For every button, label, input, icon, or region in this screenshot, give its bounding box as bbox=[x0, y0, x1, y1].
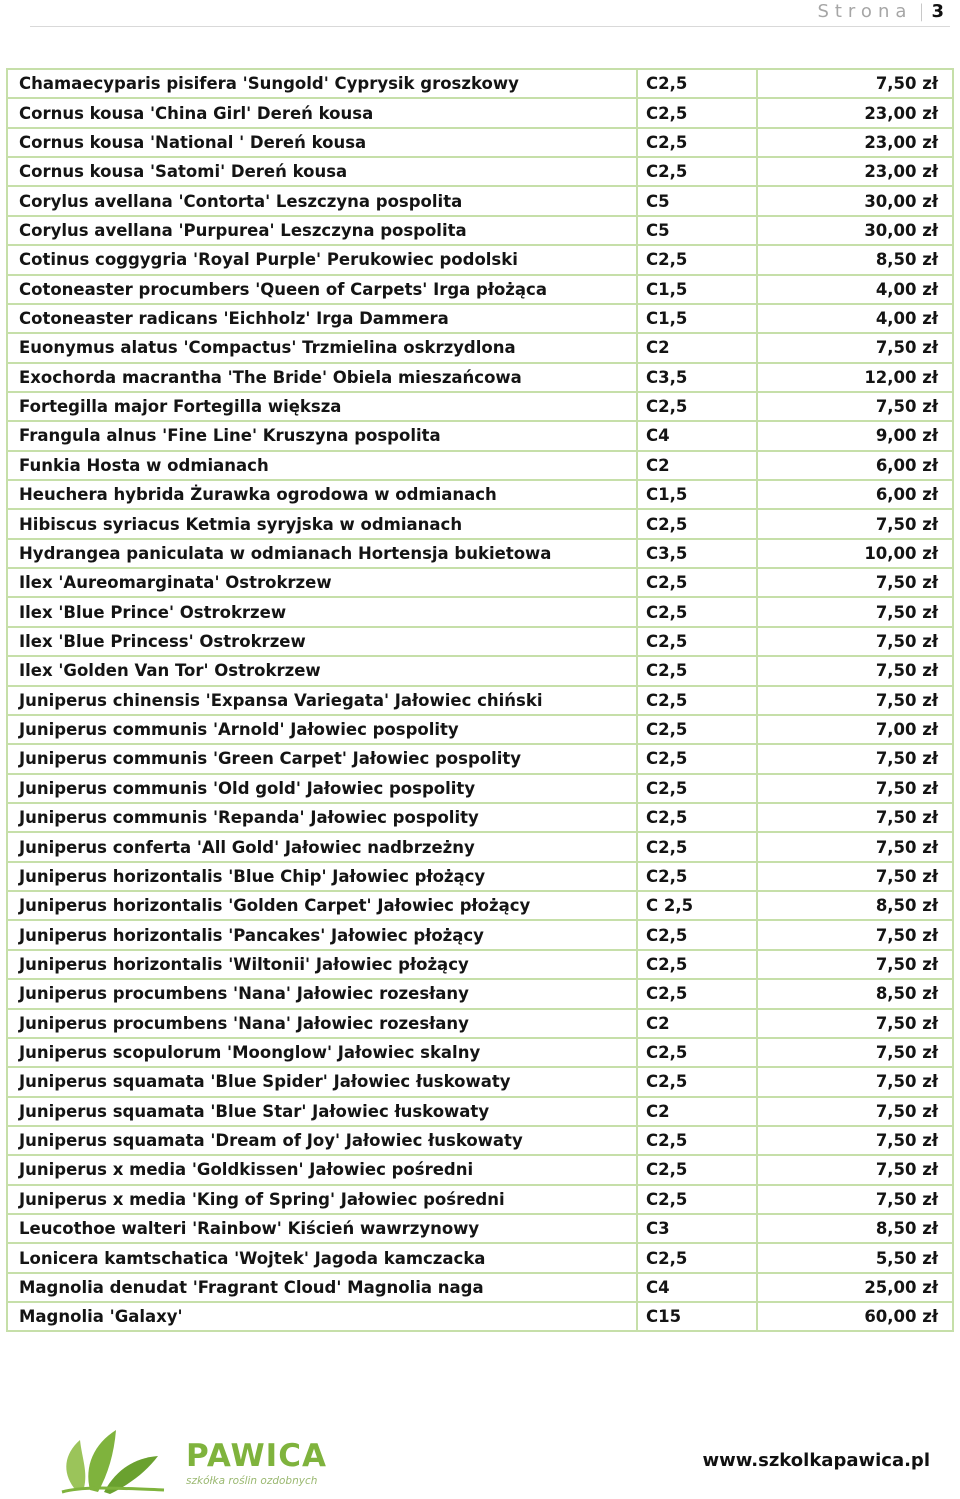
plant-name: Cotinus coggygria 'Royal Purple' Perukowiec podolski bbox=[7, 245, 637, 274]
plant-name: Cotoneaster procumbers 'Queen of Carpets' Irga płożąca bbox=[7, 275, 637, 304]
price: 23,00 zł bbox=[757, 98, 953, 127]
plant-name: Juniperus squamata 'Blue Spider' Jałowiec łuskowaty bbox=[7, 1067, 637, 1096]
price-row bbox=[7, 509, 953, 538]
price-row bbox=[7, 1273, 953, 1302]
plant-name: Euonymus alatus 'Compactus' Trzmielina oskrzydlona bbox=[7, 333, 637, 362]
price-row bbox=[7, 539, 953, 568]
plant-name: Juniperus procumbens 'Nana' Jałowiec rozesłany bbox=[7, 1009, 637, 1038]
price: 7,50 zł bbox=[757, 1097, 953, 1126]
pot-size: C4 bbox=[637, 421, 757, 450]
price: 7,50 zł bbox=[757, 509, 953, 538]
price-list-table bbox=[6, 68, 954, 1332]
plant-name: Hydrangea paniculata w odmianach Hortensja bukietowa bbox=[7, 539, 637, 568]
page-footer bbox=[0, 1418, 960, 1499]
price: 60,00 zł bbox=[757, 1302, 953, 1331]
plant-name: Juniperus communis 'Old gold' Jałowiec pospolity bbox=[7, 774, 637, 803]
price-row bbox=[7, 69, 953, 98]
price-row bbox=[7, 803, 953, 832]
price-row bbox=[7, 363, 953, 392]
plant-name: Juniperus horizontalis 'Pancakes' Jałowiec płożący bbox=[7, 920, 637, 949]
price-row bbox=[7, 128, 953, 157]
plant-name: Ilex 'Blue Prince' Ostrokrzew bbox=[7, 597, 637, 626]
pot-size: C5 bbox=[637, 186, 757, 215]
pot-size: C3,5 bbox=[637, 363, 757, 392]
price-row bbox=[7, 920, 953, 949]
price-row bbox=[7, 245, 953, 274]
price: 7,50 zł bbox=[757, 627, 953, 656]
plant-name: Juniperus horizontalis 'Wiltonii' Jałowiec płożący bbox=[7, 950, 637, 979]
pot-size: C3,5 bbox=[637, 539, 757, 568]
price: 7,50 zł bbox=[757, 1009, 953, 1038]
plant-name: Magnolia denudat 'Fragrant Cloud' Magnolia naga bbox=[7, 1273, 637, 1302]
price-row bbox=[7, 686, 953, 715]
price: 12,00 zł bbox=[757, 363, 953, 392]
price: 8,50 zł bbox=[757, 245, 953, 274]
price: 6,00 zł bbox=[757, 451, 953, 480]
pot-size: C2,5 bbox=[637, 98, 757, 127]
page-separator: | bbox=[918, 1, 925, 22]
plant-name: Juniperus squamata 'Blue Star' Jałowiec łuskowaty bbox=[7, 1097, 637, 1126]
price-row bbox=[7, 979, 953, 1008]
price-row bbox=[7, 627, 953, 656]
plant-name: Juniperus horizontalis 'Golden Carpet' Jałowiec płożący bbox=[7, 891, 637, 920]
pot-size: C3 bbox=[637, 1214, 757, 1243]
price-row bbox=[7, 216, 953, 245]
plant-name: Juniperus communis 'Arnold' Jałowiec pospolity bbox=[7, 715, 637, 744]
pot-size: C2,5 bbox=[637, 245, 757, 274]
price-row bbox=[7, 1214, 953, 1243]
plant-name: Leucothoe walteri 'Rainbow' Kiścień wawrzynowy bbox=[7, 1214, 637, 1243]
price-row bbox=[7, 1097, 953, 1126]
price: 25,00 zł bbox=[757, 1273, 953, 1302]
price: 7,50 zł bbox=[757, 862, 953, 891]
plant-name: Cotoneaster radicans 'Eichholz' Irga Dammera bbox=[7, 304, 637, 333]
plant-name: Ilex 'Golden Van Tor' Ostrokrzew bbox=[7, 656, 637, 685]
price: 8,50 zł bbox=[757, 1214, 953, 1243]
plant-name: Juniperus procumbens 'Nana' Jałowiec rozesłany bbox=[7, 979, 637, 1008]
pot-size: C2,5 bbox=[637, 1126, 757, 1155]
pot-size: C2 bbox=[637, 333, 757, 362]
price-row bbox=[7, 98, 953, 127]
pot-size: C2,5 bbox=[637, 920, 757, 949]
plant-name: Juniperus conferta 'All Gold' Jałowiec nadbrzeżny bbox=[7, 832, 637, 861]
price: 7,50 zł bbox=[757, 803, 953, 832]
price-row bbox=[7, 832, 953, 861]
price-row bbox=[7, 568, 953, 597]
pot-size: C2,5 bbox=[637, 128, 757, 157]
brand-tagline: szkółka roślin ozdobnych bbox=[186, 1475, 318, 1487]
plant-name: Corylus avellana 'Purpurea' Leszczyna pospolita bbox=[7, 216, 637, 245]
pot-size: C2,5 bbox=[637, 568, 757, 597]
plant-name: Exochorda macrantha 'The Bride' Obiela mieszańcowa bbox=[7, 363, 637, 392]
header-divider bbox=[30, 26, 950, 27]
brand-name: PAWICA bbox=[186, 1438, 327, 1474]
pot-size: C2,5 bbox=[637, 597, 757, 626]
plant-name: Juniperus communis 'Repanda' Jałowiec pospolity bbox=[7, 803, 637, 832]
price: 5,50 zł bbox=[757, 1243, 953, 1272]
price: 4,00 zł bbox=[757, 275, 953, 304]
pot-size: C2,5 bbox=[637, 862, 757, 891]
price: 23,00 zł bbox=[757, 128, 953, 157]
price-row bbox=[7, 186, 953, 215]
price: 23,00 zł bbox=[757, 157, 953, 186]
price-row bbox=[7, 774, 953, 803]
price-row bbox=[7, 392, 953, 421]
price: 7,50 zł bbox=[757, 1126, 953, 1155]
price-row bbox=[7, 1067, 953, 1096]
pot-size: C2,5 bbox=[637, 803, 757, 832]
plant-name: Cornus kousa 'China Girl' Dereń kousa bbox=[7, 98, 637, 127]
pot-size: C15 bbox=[637, 1302, 757, 1331]
price: 7,50 zł bbox=[757, 1155, 953, 1184]
price: 7,00 zł bbox=[757, 715, 953, 744]
price-row bbox=[7, 597, 953, 626]
price-row bbox=[7, 333, 953, 362]
price-list-body bbox=[7, 69, 953, 1331]
leaf-logo-icon bbox=[54, 1426, 174, 1496]
website-link[interactable]: www.szkolkapawica.pl bbox=[702, 1450, 930, 1471]
price-row bbox=[7, 451, 953, 480]
price: 7,50 zł bbox=[757, 333, 953, 362]
plant-name: Juniperus communis 'Green Carpet' Jałowiec pospolity bbox=[7, 744, 637, 773]
pot-size: C1,5 bbox=[637, 275, 757, 304]
price-row bbox=[7, 157, 953, 186]
price: 7,50 zł bbox=[757, 950, 953, 979]
pot-size: C 2,5 bbox=[637, 891, 757, 920]
plant-name: Juniperus x media 'Goldkissen' Jałowiec pośredni bbox=[7, 1155, 637, 1184]
pot-size: C2 bbox=[637, 451, 757, 480]
price-row bbox=[7, 480, 953, 509]
price: 7,50 zł bbox=[757, 1038, 953, 1067]
page-number: 3 bbox=[931, 1, 944, 22]
plant-name: Juniperus scopulorum 'Moonglow' Jałowiec skalny bbox=[7, 1038, 637, 1067]
price: 7,50 zł bbox=[757, 69, 953, 98]
pot-size: C2,5 bbox=[637, 744, 757, 773]
pot-size: C2,5 bbox=[637, 69, 757, 98]
pot-size: C2,5 bbox=[637, 979, 757, 1008]
price: 7,50 zł bbox=[757, 774, 953, 803]
pot-size: C2,5 bbox=[637, 157, 757, 186]
plant-name: Fortegilla major Fortegilla większa bbox=[7, 392, 637, 421]
pot-size: C2,5 bbox=[637, 950, 757, 979]
price: 30,00 zł bbox=[757, 216, 953, 245]
pot-size: C2,5 bbox=[637, 1243, 757, 1272]
pot-size: C1,5 bbox=[637, 480, 757, 509]
price-row bbox=[7, 1009, 953, 1038]
price: 10,00 zł bbox=[757, 539, 953, 568]
plant-name: Corylus avellana 'Contorta' Leszczyna pospolita bbox=[7, 186, 637, 215]
price-row bbox=[7, 304, 953, 333]
price: 7,50 zł bbox=[757, 1067, 953, 1096]
page-number-label bbox=[817, 1, 944, 23]
price: 6,00 zł bbox=[757, 480, 953, 509]
pot-size: C1,5 bbox=[637, 304, 757, 333]
price: 7,50 zł bbox=[757, 392, 953, 421]
price: 8,50 zł bbox=[757, 891, 953, 920]
pot-size: C2 bbox=[637, 1097, 757, 1126]
price-row bbox=[7, 950, 953, 979]
price-row bbox=[7, 715, 953, 744]
price: 9,00 zł bbox=[757, 421, 953, 450]
price-row bbox=[7, 891, 953, 920]
price: 7,50 zł bbox=[757, 686, 953, 715]
price-row bbox=[7, 275, 953, 304]
pot-size: C2,5 bbox=[637, 832, 757, 861]
price: 7,50 zł bbox=[757, 832, 953, 861]
price-row bbox=[7, 1038, 953, 1067]
plant-name: Cornus kousa 'National ' Dereń kousa bbox=[7, 128, 637, 157]
price-row bbox=[7, 1155, 953, 1184]
price-row bbox=[7, 1302, 953, 1331]
plant-name: Frangula alnus 'Fine Line' Kruszyna pospolita bbox=[7, 421, 637, 450]
pot-size: C2,5 bbox=[637, 1038, 757, 1067]
price-row bbox=[7, 1126, 953, 1155]
price-row bbox=[7, 862, 953, 891]
plant-name: Juniperus horizontalis 'Blue Chip' Jałowiec płożący bbox=[7, 862, 637, 891]
pot-size: C2,5 bbox=[637, 1155, 757, 1184]
price-row bbox=[7, 421, 953, 450]
pot-size: C2,5 bbox=[637, 686, 757, 715]
price: 7,50 zł bbox=[757, 656, 953, 685]
plant-name: Ilex 'Blue Princess' Ostrokrzew bbox=[7, 627, 637, 656]
page-header bbox=[0, 0, 960, 30]
price: 8,50 zł bbox=[757, 979, 953, 1008]
plant-name: Juniperus x media 'King of Spring' Jałowiec pośredni bbox=[7, 1185, 637, 1214]
pot-size: C2,5 bbox=[637, 774, 757, 803]
plant-name: Hibiscus syriacus Ketmia syryjska w odmianach bbox=[7, 509, 637, 538]
pot-size: C5 bbox=[637, 216, 757, 245]
price: 7,50 zł bbox=[757, 744, 953, 773]
price-row bbox=[7, 1243, 953, 1272]
plant-name: Cornus kousa 'Satomi' Dereń kousa bbox=[7, 157, 637, 186]
price-row bbox=[7, 1185, 953, 1214]
pot-size: C4 bbox=[637, 1273, 757, 1302]
price-row bbox=[7, 744, 953, 773]
pot-size: C2,5 bbox=[637, 1185, 757, 1214]
pot-size: C2,5 bbox=[637, 509, 757, 538]
price: 30,00 zł bbox=[757, 186, 953, 215]
plant-name: Ilex 'Aureomarginata' Ostrokrzew bbox=[7, 568, 637, 597]
page-label: Strona bbox=[817, 1, 913, 22]
price: 4,00 zł bbox=[757, 304, 953, 333]
price: 7,50 zł bbox=[757, 568, 953, 597]
price: 7,50 zł bbox=[757, 1185, 953, 1214]
pot-size: C2 bbox=[637, 1009, 757, 1038]
plant-name: Funkia Hosta w odmianach bbox=[7, 451, 637, 480]
pot-size: C2,5 bbox=[637, 715, 757, 744]
plant-name: Lonicera kamtschatica 'Wojtek' Jagoda kamczacka bbox=[7, 1243, 637, 1272]
price: 7,50 zł bbox=[757, 920, 953, 949]
pot-size: C2,5 bbox=[637, 627, 757, 656]
plant-name: Magnolia 'Galaxy' bbox=[7, 1302, 637, 1331]
price-row bbox=[7, 656, 953, 685]
plant-name: Heuchera hybrida Żurawka ogrodowa w odmianach bbox=[7, 480, 637, 509]
price: 7,50 zł bbox=[757, 597, 953, 626]
pot-size: C2,5 bbox=[637, 656, 757, 685]
plant-name: Chamaecyparis pisifera 'Sungold' Cyprysik groszkowy bbox=[7, 69, 637, 98]
pot-size: C2,5 bbox=[637, 392, 757, 421]
plant-name: Juniperus chinensis 'Expansa Variegata' Jałowiec chiński bbox=[7, 686, 637, 715]
plant-name: Juniperus squamata 'Dream of Joy' Jałowiec łuskowaty bbox=[7, 1126, 637, 1155]
pot-size: C2,5 bbox=[637, 1067, 757, 1096]
